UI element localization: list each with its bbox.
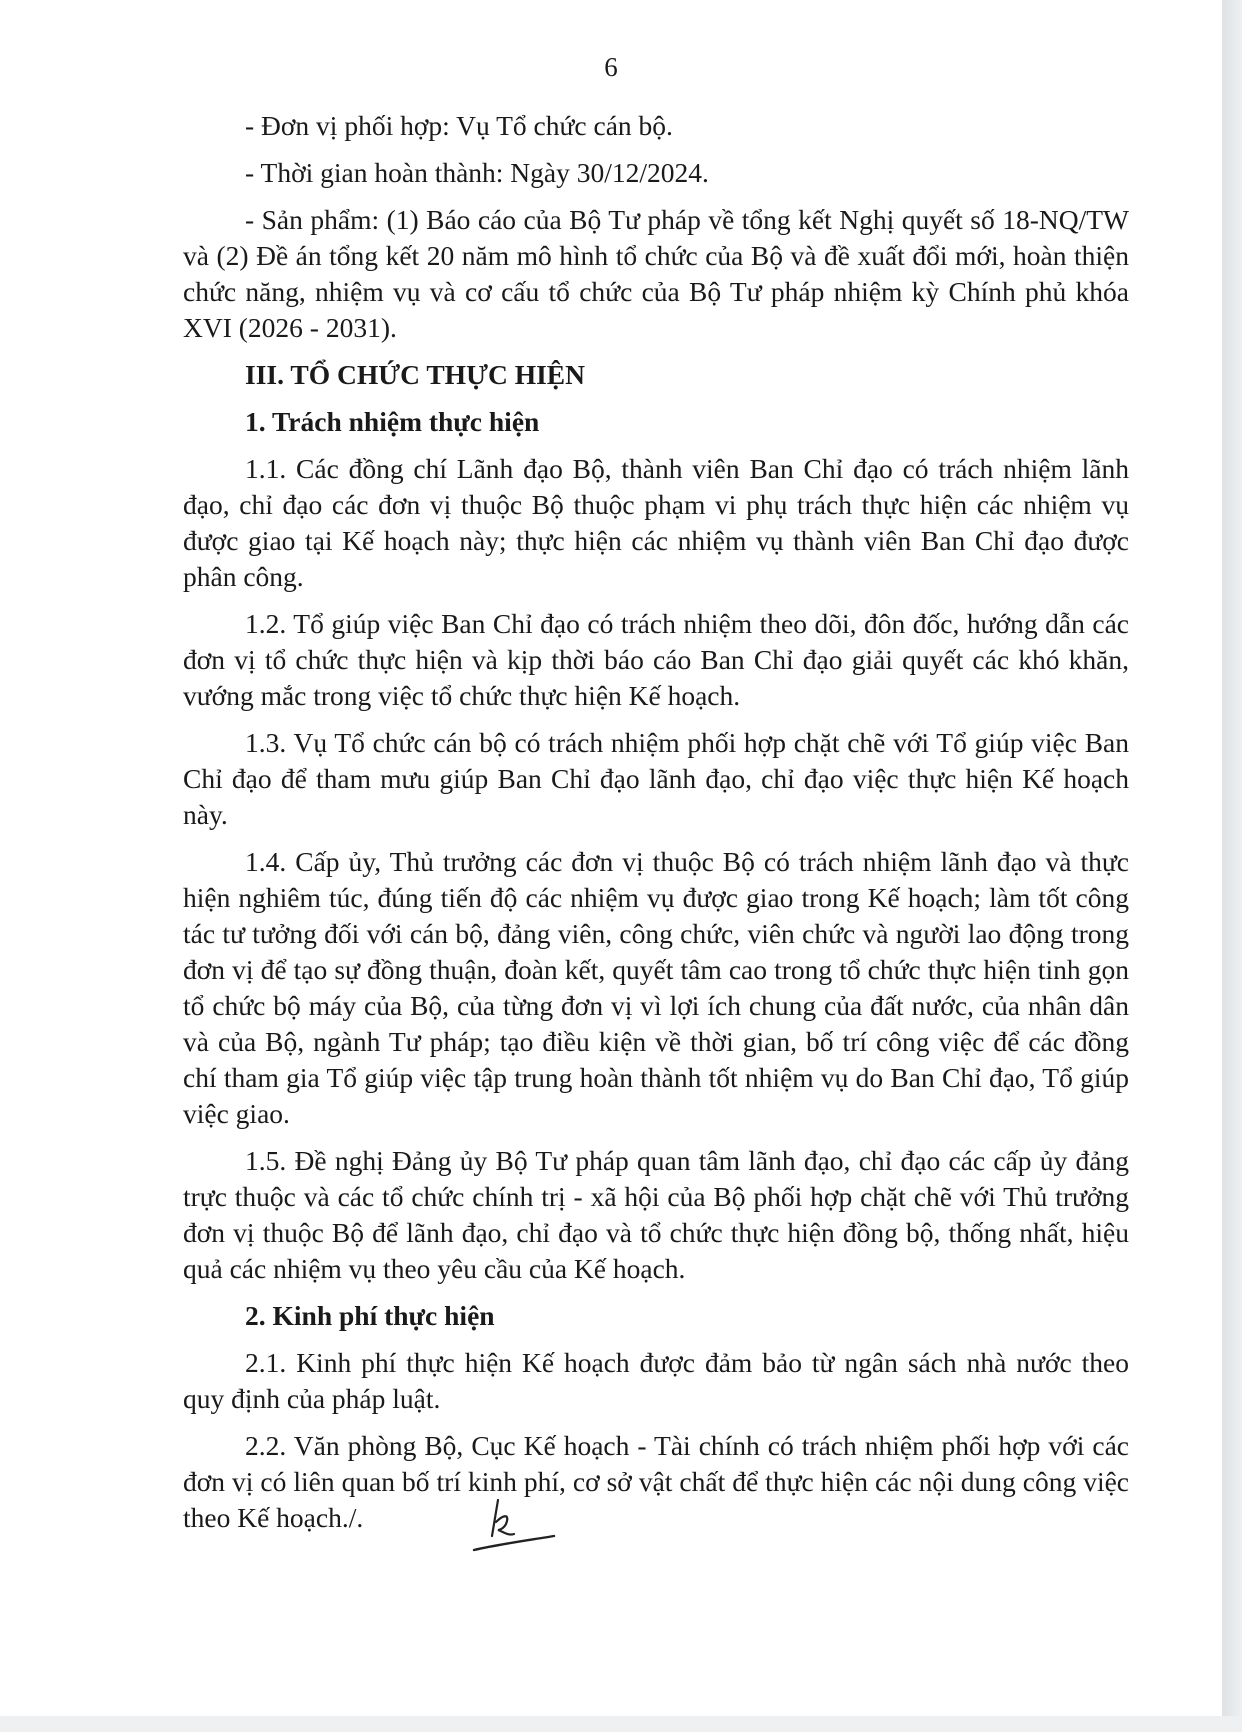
paragraph-1-2: 1.2. Tổ giúp việc Ban Chỉ đạo có trách nhiệm theo dõi, đôn đốc, hướng dẫn các đơn vị tổ chức thực hiện và kịp thời báo cáo Ban Chỉ đạo giải quyết các khó khăn, vướng mắc trong việc tổ chức thực hiện Kế hoạch. (183, 608, 1129, 711)
paragraph-2-1: 2.1. Kinh phí thực hiện Kế hoạch được đảm bảo từ ngân sách nhà nước theo quy định của pháp luật. (183, 1347, 1129, 1414)
products-paragraph: - Sản phẩm: (1) Báo cáo của Bộ Tư pháp về tổng kết Nghị quyết số 18-NQ/TW và (2) Đề án tổng kết 20 năm mô hình tổ chức của Bộ và đề xuất đổi mới, hoàn thiện chức năng, nhiệm vụ và cơ cấu tổ chức của Bộ Tư pháp nhiệm kỳ Chính phủ khóa XVI (2026 - 2031). (183, 204, 1129, 343)
completion-date-line: - Thời gian hoàn thành: Ngày 30/12/2024. (245, 157, 709, 188)
page-number: 6 (604, 52, 618, 82)
document-body (183, 108, 1129, 1547)
paragraph-2-2: 2.2. Văn phòng Bộ, Cục Kế hoạch - Tài chính có trách nhiệm phối hợp với các đơn vị có liên quan bố trí kinh phí, cơ sở vật chất để thực hiện các nội dung công việc theo Kế hoạch./. (183, 1430, 1129, 1533)
page-right-margin (1222, 0, 1242, 1732)
paragraph-1-3: 1.3. Vụ Tổ chức cán bộ có trách nhiệm phối hợp chặt chẽ với Tổ giúp việc Ban Chỉ đạo để tham mưu giúp Ban Chỉ đạo lãnh đạo, chỉ đạo việc thực hiện Kế hoạch này. (183, 727, 1129, 830)
page-bottom-margin (0, 1716, 1242, 1732)
section-heading-implementation: III. TỔ CHỨC THỰC HIỆN (245, 359, 585, 390)
paragraph-1-4: 1.4. Cấp ủy, Thủ trưởng các đơn vị thuộc Bộ có trách nhiệm lãnh đạo và thực hiện nghiêm túc, đúng tiến độ các nhiệm vụ được giao trong Kế hoạch; làm tốt công tác tư tưởng đối với cán bộ, đảng viên, công chức, viên chức và người lao động trong đơn vị để tạo sự đồng thuận, đoàn kết, quyết tâm cao trong tổ chức thực hiện tinh gọn tổ chức bộ máy của Bộ, của từng đơn vị vì lợi ích chung của đất nước, của nhân dân và của Bộ, ngành Tư pháp; tạo điều kiện về thời gian, bố trí công việc để các đồng chí tham gia Tổ giúp việc tập trung hoàn thành tốt nhiệm vụ do Ban Chỉ đạo, Tổ giúp việc giao. (183, 846, 1129, 1129)
subheading-funding: 2. Kinh phí thực hiện (245, 1300, 495, 1331)
paragraph-1-1: 1.1. Các đồng chí Lãnh đạo Bộ, thành viên Ban Chỉ đạo có trách nhiệm lãnh đạo, chỉ đạo các đơn vị thuộc Bộ thuộc phạm vi phụ trách thực hiện các nhiệm vụ được giao tại Kế hoạch này; thực hiện các nhiệm vụ thành viên Ban Chỉ đạo được phân công. (183, 453, 1129, 592)
subheading-responsibility: 1. Trách nhiệm thực hiện (245, 406, 540, 437)
handwritten-initial-mark (470, 1492, 560, 1562)
paragraph-1-5: 1.5. Đề nghị Đảng ủy Bộ Tư pháp quan tâm lãnh đạo, chỉ đạo các cấp ủy đảng trực thuộc và các tổ chức chính trị - xã hội của Bộ phối hợp chặt chẽ với Thủ trưởng đơn vị thuộc Bộ để lãnh đạo, chỉ đạo và tổ chức thực hiện đồng bộ, thống nhất, hiệu quả các nhiệm vụ theo yêu cầu của Kế hoạch. (183, 1145, 1129, 1284)
coordinating-unit-line: - Đơn vị phối hợp: Vụ Tổ chức cán bộ. (245, 110, 673, 141)
